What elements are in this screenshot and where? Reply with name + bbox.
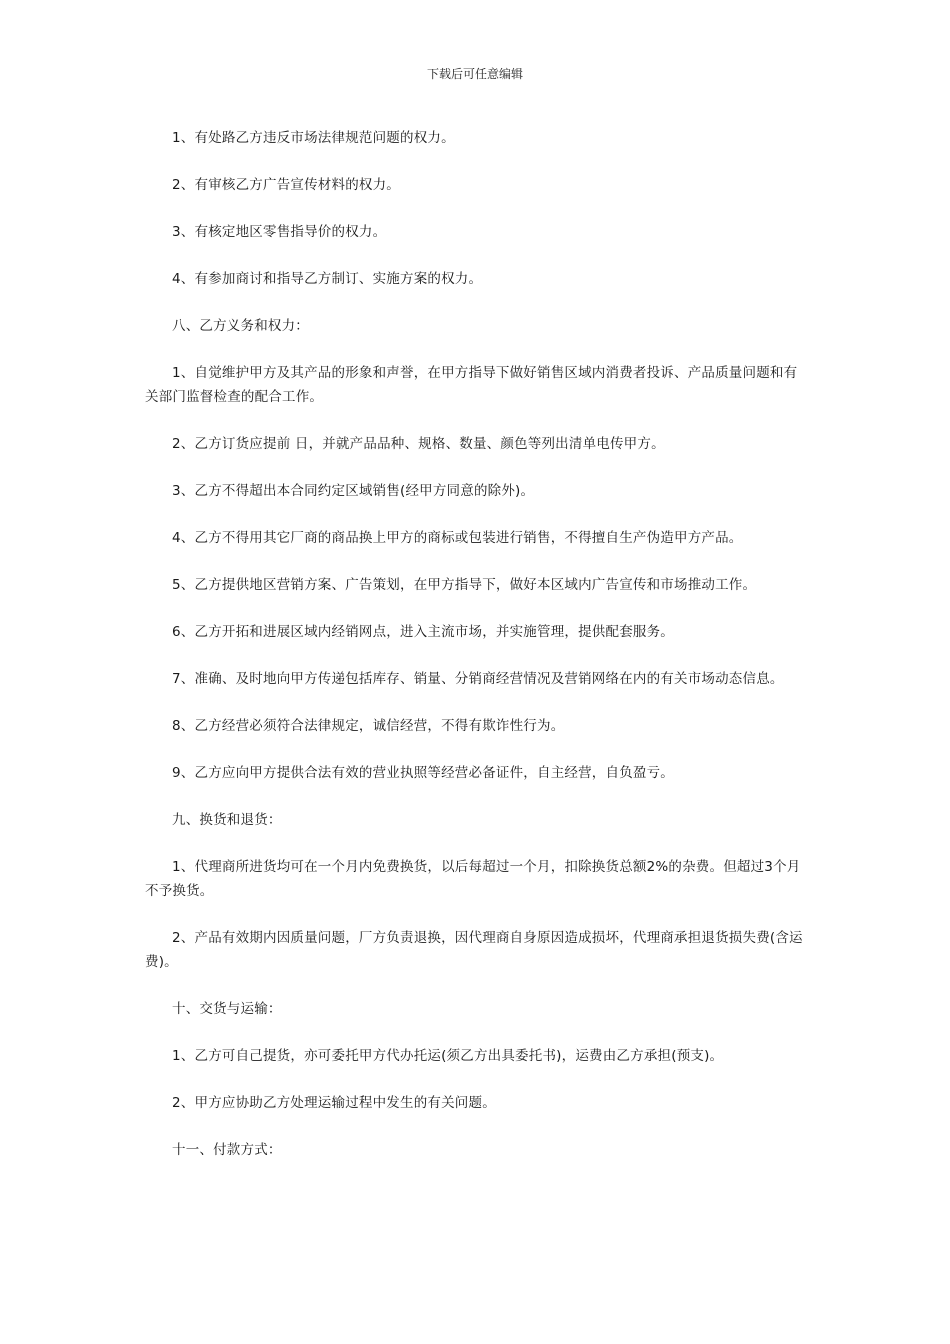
section-heading: 十、交货与运输： <box>172 1001 282 1017</box>
clause-paragraph: 1、有处路乙方违反市场法律规范问题的权力。 <box>172 130 455 146</box>
clause-paragraph: 1、代理商所进货均可在一个月内免费换货，以后每超过一个月，扣除换货总额2%的杂费。但超过3个月不予换货。 <box>145 859 801 899</box>
clause-paragraph: 6、乙方开拓和进展区域内经销网点，进入主流市场，并实施管理，提供配套服务。 <box>172 624 674 640</box>
clause-paragraph: 9、乙方应向甲方提供合法有效的营业执照等经营必备证件，自主经营，自负盈亏。 <box>172 765 674 781</box>
clause-paragraph: 5、乙方提供地区营销方案、广告策划，在甲方指导下，做好本区域内广告宣传和市场推动工作。 <box>172 577 757 593</box>
section-heading: 九、换货和退货： <box>172 812 282 828</box>
section-heading: 十一、付款方式： <box>172 1142 282 1158</box>
clause-paragraph: 1、自觉维护甲方及其产品的形象和声誉，在甲方指导下做好销售区域内消费者投诉、产品质量问题和有关部门监督检查的配合工作。 <box>145 365 798 405</box>
clause-paragraph: 4、有参加商讨和指导乙方制订、实施方案的权力。 <box>172 271 483 287</box>
clause-paragraph: 1、乙方可自己提货，亦可委托甲方代办托运(须乙方出具委托书)，运费由乙方承担(预支)。 <box>172 1048 724 1064</box>
document-body <box>145 126 807 1185</box>
clause-paragraph: 2、乙方订货应提前 日，并就产品品种、规格、数量、颜色等列出清单电传甲方。 <box>172 436 665 452</box>
clause-paragraph: 2、有审核乙方广告宣传材料的权力。 <box>172 177 400 193</box>
clause-paragraph: 7、准确、及时地向甲方传递包括库存、销量、分销商经营情况及营销网络在内的有关市场动态信息。 <box>172 671 784 687</box>
page-header: 下载后可任意编辑 <box>426 67 523 81</box>
clause-paragraph: 3、有核定地区零售指导价的权力。 <box>172 224 387 240</box>
clause-paragraph: 4、乙方不得用其它厂商的商品换上甲方的商标或包装进行销售，不得擅自生产伪造甲方产品。 <box>172 530 743 546</box>
clause-paragraph: 2、产品有效期内因质量问题，厂方负责退换，因代理商自身原因造成损坏，代理商承担退货损失费(含运费)。 <box>145 930 803 970</box>
clause-paragraph: 3、乙方不得超出本合同约定区域销售(经甲方同意的除外)。 <box>172 483 535 499</box>
section-heading: 八、乙方义务和权力： <box>172 318 309 334</box>
clause-paragraph: 2、甲方应协助乙方处理运输过程中发生的有关问题。 <box>172 1095 496 1111</box>
clause-paragraph: 8、乙方经营必须符合法律规定，诚信经营，不得有欺诈性行为。 <box>172 718 565 734</box>
